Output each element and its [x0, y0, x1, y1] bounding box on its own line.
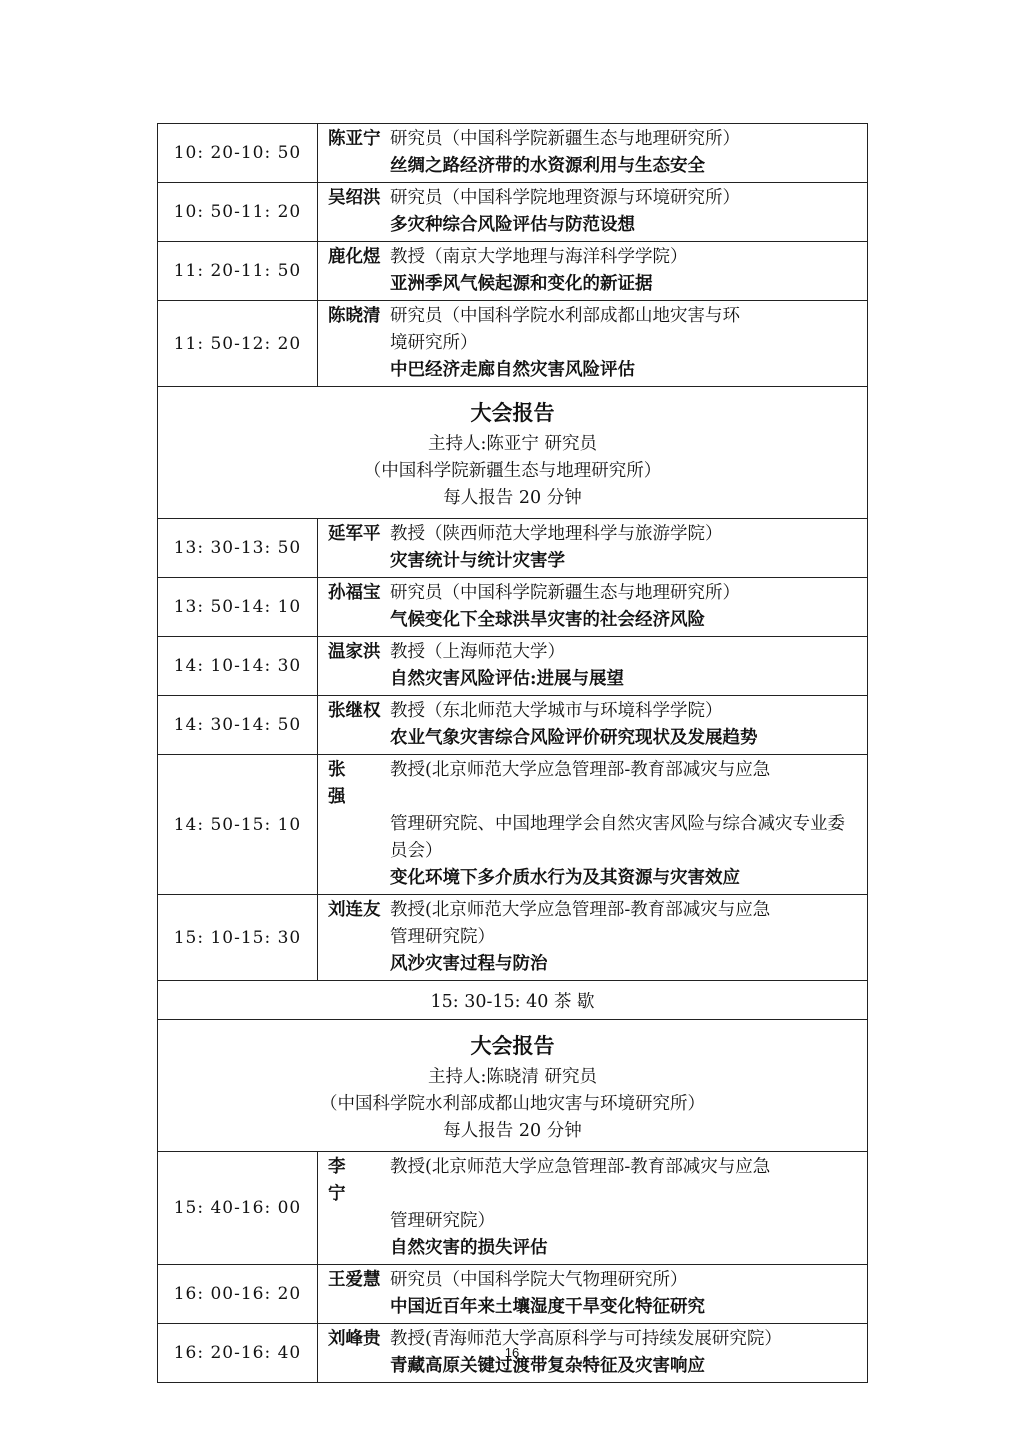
- talk-time: 16: 20-16: 40: [158, 1324, 318, 1383]
- speaker-name: 刘连友: [328, 900, 381, 920]
- session-host: 主持人:陈亚宁 研究员: [428, 434, 597, 454]
- talk-row: [158, 1152, 868, 1265]
- talk-time: 11: 20-11: 50: [158, 242, 318, 301]
- talk-title: 自然灾害的损失评估: [390, 1238, 548, 1258]
- talk-title: 青藏高原关键过渡带复杂特征及灾害响应: [390, 1356, 705, 1376]
- talk-details: [318, 301, 868, 387]
- talk-row: [158, 242, 868, 301]
- talk-details: [318, 578, 868, 637]
- tea-break-row: [158, 981, 868, 1020]
- talk-time: 14: 50-15: 10: [158, 755, 318, 895]
- talk-time: 13: 50-14: 10: [158, 578, 318, 637]
- speaker-affiliation: 教授(青海师范大学高原科学与可持续发展研究院）: [390, 1329, 782, 1349]
- speaker-name: 陈晓清: [328, 306, 381, 326]
- talk-title: 多灾种综合风险评估与防范设想: [390, 215, 635, 235]
- speaker-name: 李 宁: [328, 1157, 364, 1204]
- speaker-affiliation: 研究员（中国科学院水利部成都山地灾害与环: [390, 306, 740, 326]
- talk-time: 11: 50-12: 20: [158, 301, 318, 387]
- speaker-name: 吴绍洪: [328, 188, 381, 208]
- talk-title: 灾害统计与统计灾害学: [390, 551, 565, 571]
- session-note: 每人报告 20 分钟: [443, 1121, 582, 1141]
- talk-row: [158, 637, 868, 696]
- talk-title: 自然灾害风险评估:进展与展望: [390, 669, 624, 689]
- talk-time: 14: 10-14: 30: [158, 637, 318, 696]
- speaker-affiliation: 教授(北京师范大学应急管理部-教育部减灾与应急: [390, 1157, 771, 1177]
- talk-row: [158, 1265, 868, 1324]
- talk-details: [318, 519, 868, 578]
- page-number: 16: [504, 1345, 520, 1360]
- speaker-affiliation: 教授（陕西师范大学地理科学与旅游学院）: [390, 524, 723, 544]
- speaker-name: 温家洪: [328, 642, 381, 662]
- talk-row: [158, 755, 868, 895]
- tea-break: 15: 30-15: 40 茶 歇: [158, 981, 868, 1020]
- speaker-name: 陈亚宁: [328, 129, 381, 149]
- session-host-affiliation: （中国科学院新疆生态与地理研究所）: [363, 461, 662, 481]
- talk-title: 风沙灾害过程与防治: [390, 954, 548, 974]
- talk-title: 亚洲季风气候起源和变化的新证据: [390, 274, 653, 294]
- speaker-name: 鹿化煜: [328, 247, 381, 267]
- speaker-affiliation-continued: 管理研究院）: [390, 1211, 495, 1231]
- speaker-name: 张继权: [328, 701, 381, 721]
- speaker-affiliation: 研究员（中国科学院新疆生态与地理研究所）: [390, 583, 740, 603]
- talk-title: 丝绸之路经济带的水资源利用与生态安全: [390, 156, 705, 176]
- speaker-affiliation: 研究员（中国科学院地理资源与环境研究所）: [390, 188, 740, 208]
- session-heading: 大会报告: [470, 1034, 555, 1058]
- speaker-name: 孙福宝: [328, 583, 381, 603]
- talk-time: 13: 30-13: 50: [158, 519, 318, 578]
- speaker-name: 王爱慧: [328, 1270, 381, 1290]
- speaker-affiliation: 研究员（中国科学院大气物理研究所）: [390, 1270, 688, 1290]
- talk-row: [158, 124, 868, 183]
- session-header-row: [158, 387, 868, 519]
- talk-time: 10: 20-10: 50: [158, 124, 318, 183]
- speaker-name: 延军平: [328, 524, 381, 544]
- talk-title: 变化环境下多介质水行为及其资源与灾害效应: [390, 868, 740, 888]
- speaker-affiliation-continued: 管理研究院、中国地理学会自然灾害风险与综合减灾专业委员会）: [390, 814, 845, 861]
- talk-details: [318, 124, 868, 183]
- talk-details: [318, 183, 868, 242]
- talk-time: 16: 00-16: 20: [158, 1265, 318, 1324]
- speaker-name: 张 强: [328, 760, 364, 807]
- talk-time: 10: 50-11: 20: [158, 183, 318, 242]
- talk-time: 15: 40-16: 00: [158, 1152, 318, 1265]
- session-header-row: [158, 1020, 868, 1152]
- talk-details: [318, 696, 868, 755]
- talk-row: [158, 696, 868, 755]
- talk-details: [318, 755, 868, 895]
- speaker-name: 刘峰贵: [328, 1329, 381, 1349]
- talk-row: [158, 301, 868, 387]
- talk-row: [158, 578, 868, 637]
- session-heading: 大会报告: [470, 401, 555, 425]
- talk-time: 15: 10-15: 30: [158, 895, 318, 981]
- schedule-table: [157, 123, 868, 1383]
- talk-row: [158, 895, 868, 981]
- talk-title: 中国近百年来土壤湿度干旱变化特征研究: [390, 1297, 705, 1317]
- speaker-affiliation: 教授(北京师范大学应急管理部-教育部减灾与应急: [390, 900, 771, 920]
- talk-row: [158, 519, 868, 578]
- talk-details: [318, 637, 868, 696]
- talk-time: 14: 30-14: 50: [158, 696, 318, 755]
- speaker-affiliation: 教授（东北师范大学城市与环境科学学院）: [390, 701, 723, 721]
- talk-details: [318, 1152, 868, 1265]
- talk-title: 气候变化下全球洪旱灾害的社会经济风险: [390, 610, 705, 630]
- speaker-affiliation: 研究员（中国科学院新疆生态与地理研究所）: [390, 129, 740, 149]
- speaker-affiliation: 教授（南京大学地理与海洋科学学院）: [390, 247, 688, 267]
- session-host: 主持人:陈晓清 研究员: [428, 1067, 597, 1087]
- talk-details: [318, 242, 868, 301]
- speaker-affiliation-continued: 管理研究院）: [390, 927, 495, 947]
- talk-details: [318, 895, 868, 981]
- talk-title: 中巴经济走廊自然灾害风险评估: [390, 360, 635, 380]
- talk-title: 农业气象灾害综合风险评价研究现状及发展趋势: [390, 728, 758, 748]
- speaker-affiliation: 教授（上海师范大学）: [390, 642, 565, 662]
- session-note: 每人报告 20 分钟: [443, 488, 582, 508]
- speaker-affiliation: 教授(北京师范大学应急管理部-教育部减灾与应急: [390, 760, 771, 780]
- session-host-affiliation: （中国科学院水利部成都山地灾害与环境研究所）: [320, 1094, 705, 1114]
- talk-details: [318, 1265, 868, 1324]
- talk-row: [158, 183, 868, 242]
- speaker-affiliation-continued: 境研究所）: [390, 333, 478, 353]
